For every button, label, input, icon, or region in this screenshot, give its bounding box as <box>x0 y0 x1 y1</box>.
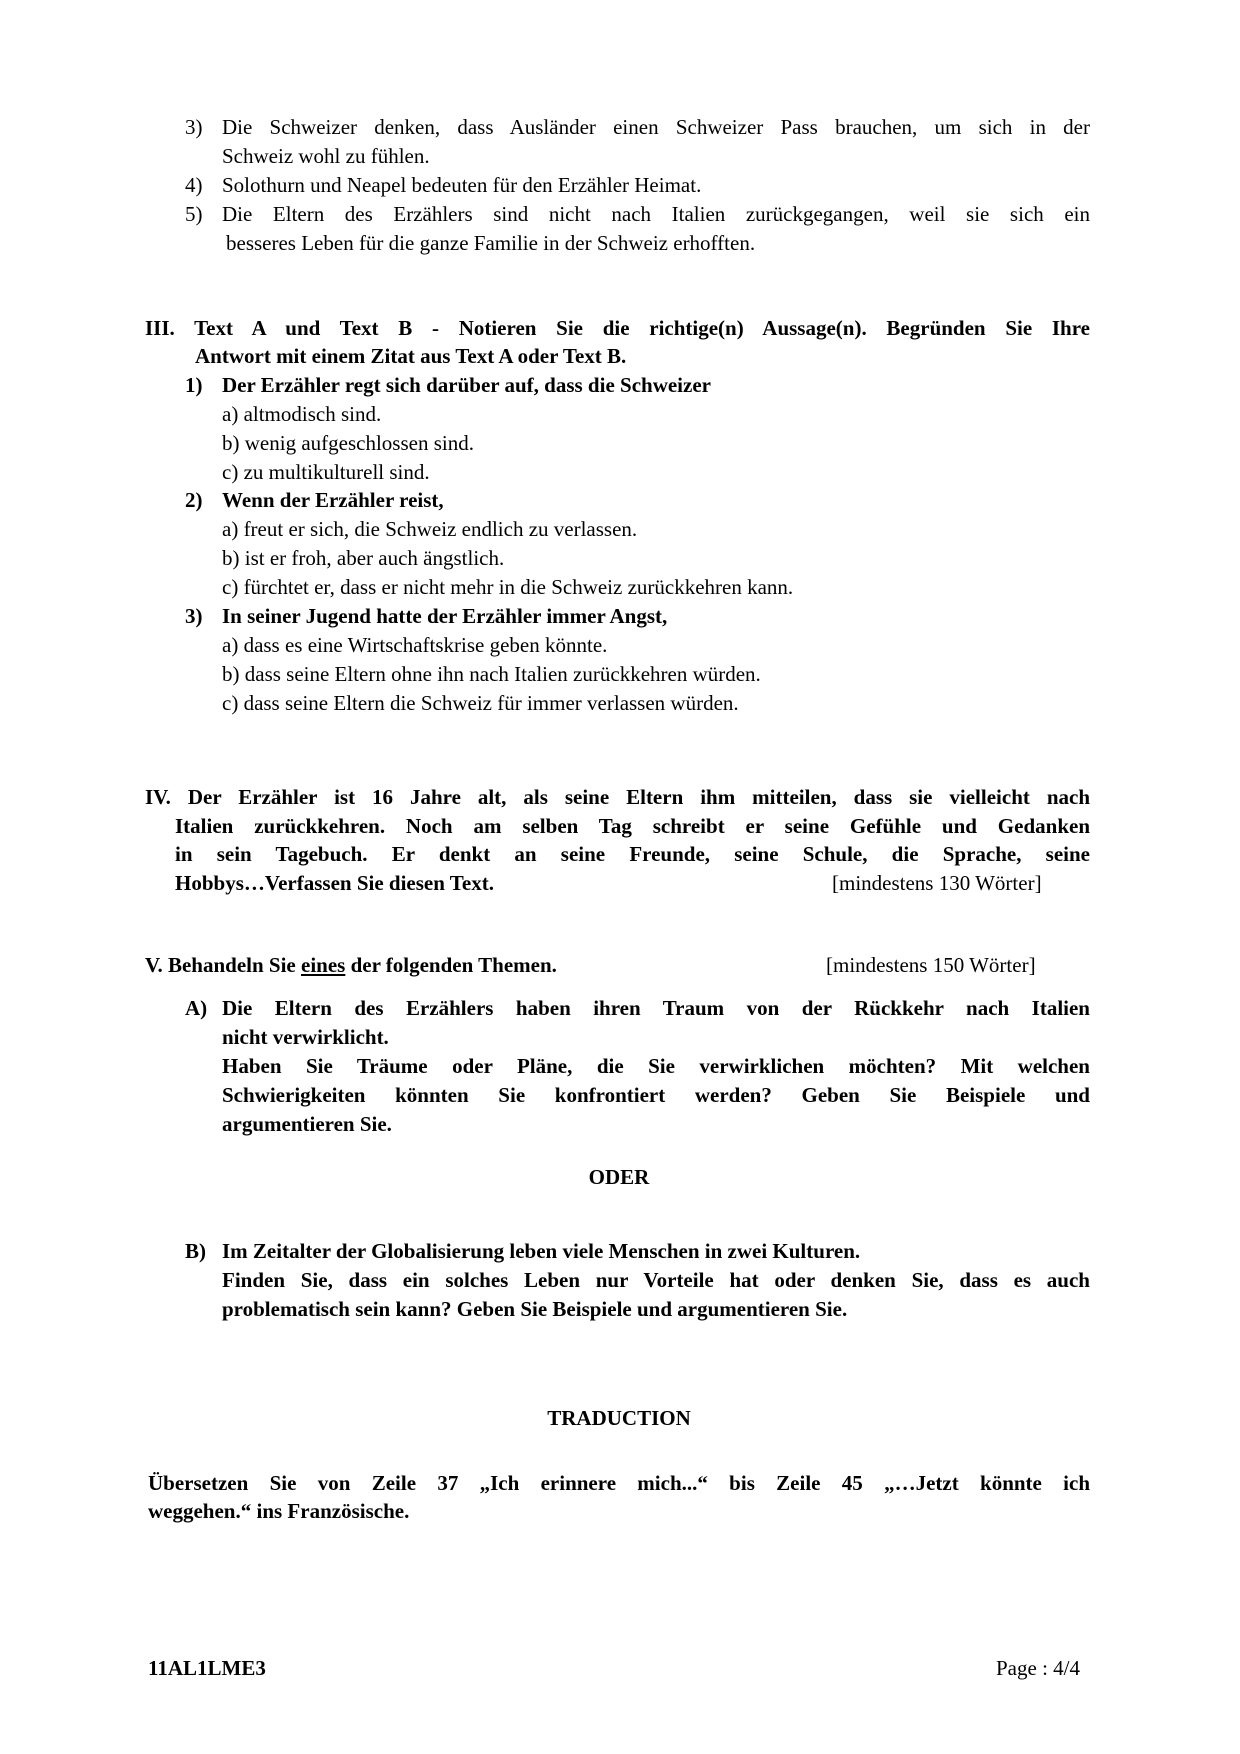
topic-text: Die Eltern des Erzählers haben ihren Traum von der Rückkehr nach Italien <box>222 996 1090 1020</box>
answer-option: c) zu multikulturell sind. <box>222 460 430 484</box>
answer-option: c) fürchtet er, dass er nicht mehr in die Schweiz zurückkehren kann. <box>222 575 794 599</box>
section4-text: IV. Der Erzähler ist 16 Jahre alt, als seine Eltern ihm mitteilen, dass sie vielleicht nach <box>145 785 1090 809</box>
answer-option: b) dass seine Eltern ohne ihn nach Italien zurückkehren würden. <box>222 662 761 686</box>
topic-label: B) <box>185 1239 206 1263</box>
topic-text: Haben Sie Träume oder Pläne, die Sie verwirklichen möchten? Mit welchen <box>222 1054 1090 1078</box>
answer-option: a) freut er sich, die Schweiz endlich zu verlassen. <box>222 517 638 541</box>
traduction-title: TRADUCTION <box>547 1406 691 1430</box>
topic-text: nicht verwirklicht. <box>222 1025 389 1049</box>
heading-text: der folgenden Themen. <box>345 953 557 977</box>
traduction-text: Übersetzen Sie von Zeile 37 „Ich erinnere mich...“ bis Zeile 45 „…Jetzt könnte ich <box>148 1471 1090 1495</box>
topic-text: Im Zeitalter der Globalisierung leben viele Menschen in zwei Kulturen. <box>222 1239 861 1263</box>
item-text: Schweiz wohl zu fühlen. <box>222 144 430 168</box>
section4-text: Italien zurückkehren. Noch am selben Tag schreibt er seine Gefühle und Gedanken <box>175 814 1090 838</box>
answer-option: b) wenig aufgeschlossen sind. <box>222 431 474 455</box>
document-code: 11AL1LME3 <box>148 1656 266 1680</box>
item-text: Die Eltern des Erzählers sind nicht nach Italien zurückgegangen, weil sie sich ein <box>222 202 1090 226</box>
topic-text: problematisch sein kann? Geben Sie Beispiele und argumentieren Sie. <box>222 1297 848 1321</box>
word-count: [mindestens 130 Wörter] <box>832 871 1042 895</box>
question-stem: In seiner Jugend hatte der Erzähler immer Angst, <box>222 604 668 628</box>
item-number: 4) <box>185 173 203 197</box>
topic-text: Finden Sie, dass ein solches Leben nur Vorteile hat oder denken Sie, dass es auch <box>222 1268 1090 1292</box>
answer-option: b) ist er froh, aber auch ängstlich. <box>222 546 505 570</box>
answer-option: a) altmodisch sind. <box>222 402 382 426</box>
section4-text: in sein Tagebuch. Er denkt an seine Freunde, seine Schule, die Sprache, seine <box>175 842 1090 866</box>
section3-heading: III. Text A und Text B - Notieren Sie die richtige(n) Aussage(n). Begründen Sie Ihre <box>145 316 1090 340</box>
question-number: 1) <box>185 373 203 397</box>
topic-label: A) <box>185 996 208 1020</box>
item-number: 5) <box>185 202 203 226</box>
word-count: [mindestens 150 Wörter] <box>826 953 1036 977</box>
answer-option: a) dass es eine Wirtschaftskrise geben könnte. <box>222 633 608 657</box>
section3-heading-cont: Antwort mit einem Zitat aus Text A oder Text B. <box>195 344 627 368</box>
question-number: 2) <box>185 488 203 512</box>
topic-text: argumentieren Sie. <box>222 1112 392 1136</box>
question-stem: Der Erzähler regt sich darüber auf, dass die Schweizer <box>222 373 711 397</box>
section5-heading <box>145 951 557 980</box>
heading-underlined: eines <box>301 953 346 977</box>
page-number: Page : 4/4 <box>996 1656 1080 1680</box>
item-text: Solothurn und Neapel bedeuten für den Erzähler Heimat. <box>222 173 702 197</box>
item-text: besseres Leben für die ganze Familie in der Schweiz erhofften. <box>226 231 756 255</box>
heading-text: V. Behandeln Sie <box>145 953 301 977</box>
item-number: 3) <box>185 115 203 139</box>
question-stem: Wenn der Erzähler reist, <box>222 488 444 512</box>
topic-text: Schwierigkeiten könnten Sie konfrontiert werden? Geben Sie Beispiele und <box>222 1083 1090 1107</box>
answer-option: c) dass seine Eltern die Schweiz für immer verlassen würden. <box>222 691 739 715</box>
oder-divider: ODER <box>588 1165 650 1189</box>
item-text: Die Schweizer denken, dass Ausländer einen Schweizer Pass brauchen, um sich in der <box>222 115 1090 139</box>
traduction-text: weggehen.“ ins Französische. <box>148 1499 410 1523</box>
section4-text: Hobbys…Verfassen Sie diesen Text. <box>175 871 494 895</box>
question-number: 3) <box>185 604 203 628</box>
